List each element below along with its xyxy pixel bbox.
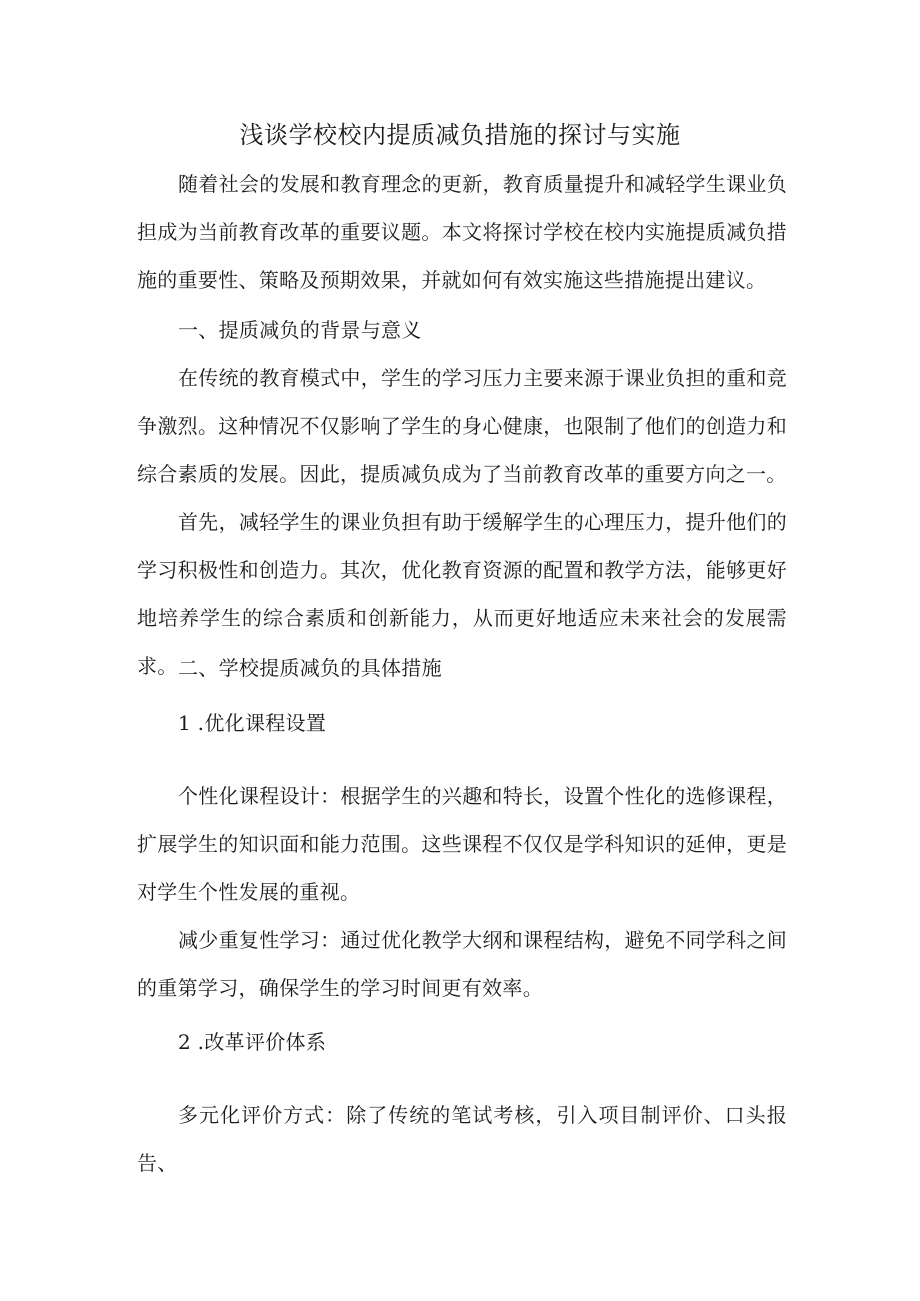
subsection-1-paragraph-1: 个性化课程设计：根据学生的兴趣和特长，设置个性化的选修课程，扩展学生的知识面和能力范围。这些课程不仅仅是学科知识的延伸，更是对学生个性发展的重视。 <box>137 784 787 904</box>
section-1-paragraph-2: 首先，减轻学生的课业负担有助于缓解学生的心理压力，提升他们的学习积极性和创造力。其次，优化教育资源的配置和教学方法，能够更好地培养学生的综合素质和创新能力，从而更好地适应未来社会的发展需求。 <box>137 510 787 678</box>
document-title: 浅谈学校校内提质减负措施的探讨与实施 <box>239 121 681 149</box>
section-1-paragraph-1: 在传统的教育模式中，学生的学习压力主要来源于课业负担的重和竞争激烈。这种情况不仅影响了学生的身心健康，也限制了他们的创造力和综合素质的发展。因此，提质减负成为了当前教育改革的重要方向之一。 <box>137 366 787 486</box>
section-1-heading: 一、提质减负的背景与意义 <box>178 318 422 342</box>
intro-paragraph: 随着社会的发展和教育理念的更新，教育质量提升和减轻学生课业负担成为当前教育改革的重要议题。本文将探讨学校在校内实施提质减负措施的重要性、策略及预期效果，并就如何有效实施这些措施提出建议。 <box>137 172 787 292</box>
subsection-2-heading: 2 .改革评价体系 <box>178 1030 327 1054</box>
subsection-1-heading: 1 .优化课程设置 <box>178 711 327 735</box>
section-2-heading: 二、学校提质减负的具体措施 <box>178 656 442 680</box>
subsection-2-paragraph-1: 多元化评价方式：除了传统的笔试考核，引入项目制评价、口头报告、 <box>137 1103 787 1175</box>
subsection-1-paragraph-2: 减少重复性学习：通过优化教学大纲和课程结构，避免不同学科之间的重第学习，确保学生的学习时间更有效率。 <box>137 928 787 1000</box>
